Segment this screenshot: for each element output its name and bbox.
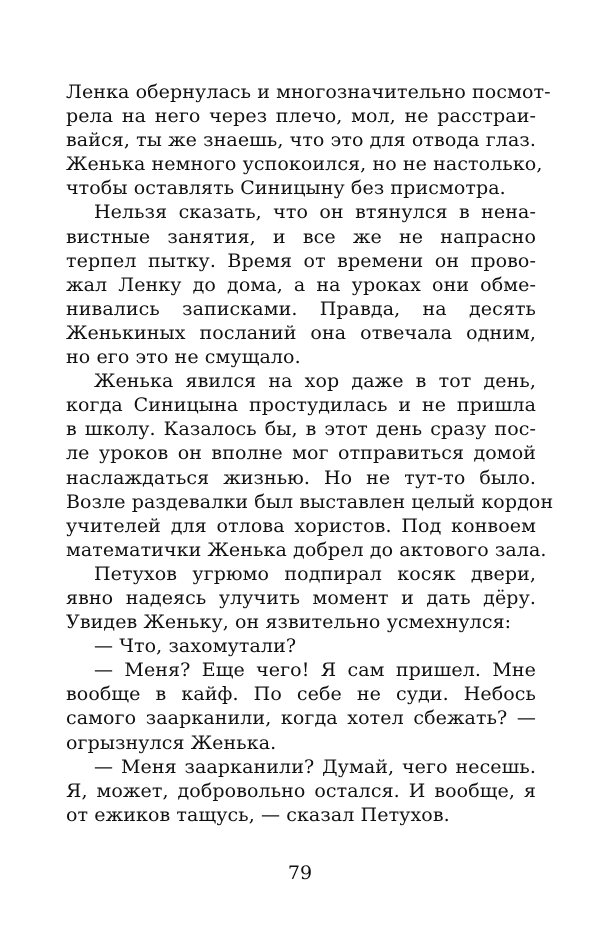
text-line: Ленка обернулась и многозначительно посмот- — [66, 81, 551, 103]
text-line: от ежиков тащусь, — сказал Петухов. — [66, 803, 450, 826]
text-line: Возле раздевалки был выставлен целый кордон — [66, 490, 554, 513]
text-line: учителей для отлова хористов. Под конвоем — [66, 514, 536, 537]
text-line: Нельзя сказать, что он втянулся в нена- — [94, 201, 536, 224]
text-line: жал Ленку до дома, а на уроках они обме- — [66, 273, 536, 296]
text-line: рела на него через плечо, мол, не расстраи- — [66, 105, 536, 128]
text-line: вистные занятия, и все же не напрасно — [66, 225, 536, 248]
text-line: Женька явился на хор даже в тот день, — [94, 370, 536, 393]
text-line: когда Синицына простудилась и не пришла — [66, 394, 536, 417]
text-line: математички Женька добрел до актового зала. — [66, 538, 547, 561]
text-line: нивались записками. Правда, на десять — [66, 297, 536, 320]
text-line: Женькиных посланий она отвечала одним, — [66, 321, 536, 344]
text-line: — Меня заарканили? Думай, чего несешь. — [94, 755, 536, 778]
text-line: Петухов угрюмо подпирал косяк двери, — [94, 562, 536, 585]
text-line: Женька немного успокоился, но не настолько, — [66, 153, 543, 176]
text-line: огрызнулся Женька. — [66, 731, 277, 754]
text-line: Увидев Женьку, он язвительно усмехнулся: — [66, 611, 512, 634]
body-text — [66, 80, 554, 827]
text-line: явно надеясь улучить момент и дать дёру. — [66, 586, 536, 609]
text-line: терпел пытку. Время от времени он прово- — [66, 249, 536, 272]
text-line: вайся, ты же знаешь, что это для отвода глаз. — [66, 129, 536, 152]
text-line: чтобы оставлять Синицыну без присмотра. — [66, 177, 506, 200]
text-line: — Что, захомутали? — [94, 635, 297, 658]
text-line: наслаждаться жизнью. Но не тут-то было. — [66, 466, 536, 489]
page-number: 79 — [287, 862, 313, 884]
text-line: вообще в кайф. По себе не суди. Небось — [66, 683, 536, 706]
text-line: самого заарканили, когда хотел сбежать? — — [66, 707, 536, 730]
text-line: — Меня? Еще чего! Я сам пришел. Мне — [94, 659, 536, 682]
text-line: в школу. Казалось бы, в этот день сразу пос- — [66, 418, 536, 441]
text-line: но его это не смущало. — [66, 346, 301, 369]
text-line: ле уроков он вполне мог отправиться домой — [66, 442, 536, 465]
text-line: Я, может, добровольно остался. И вообще, я — [66, 779, 536, 802]
